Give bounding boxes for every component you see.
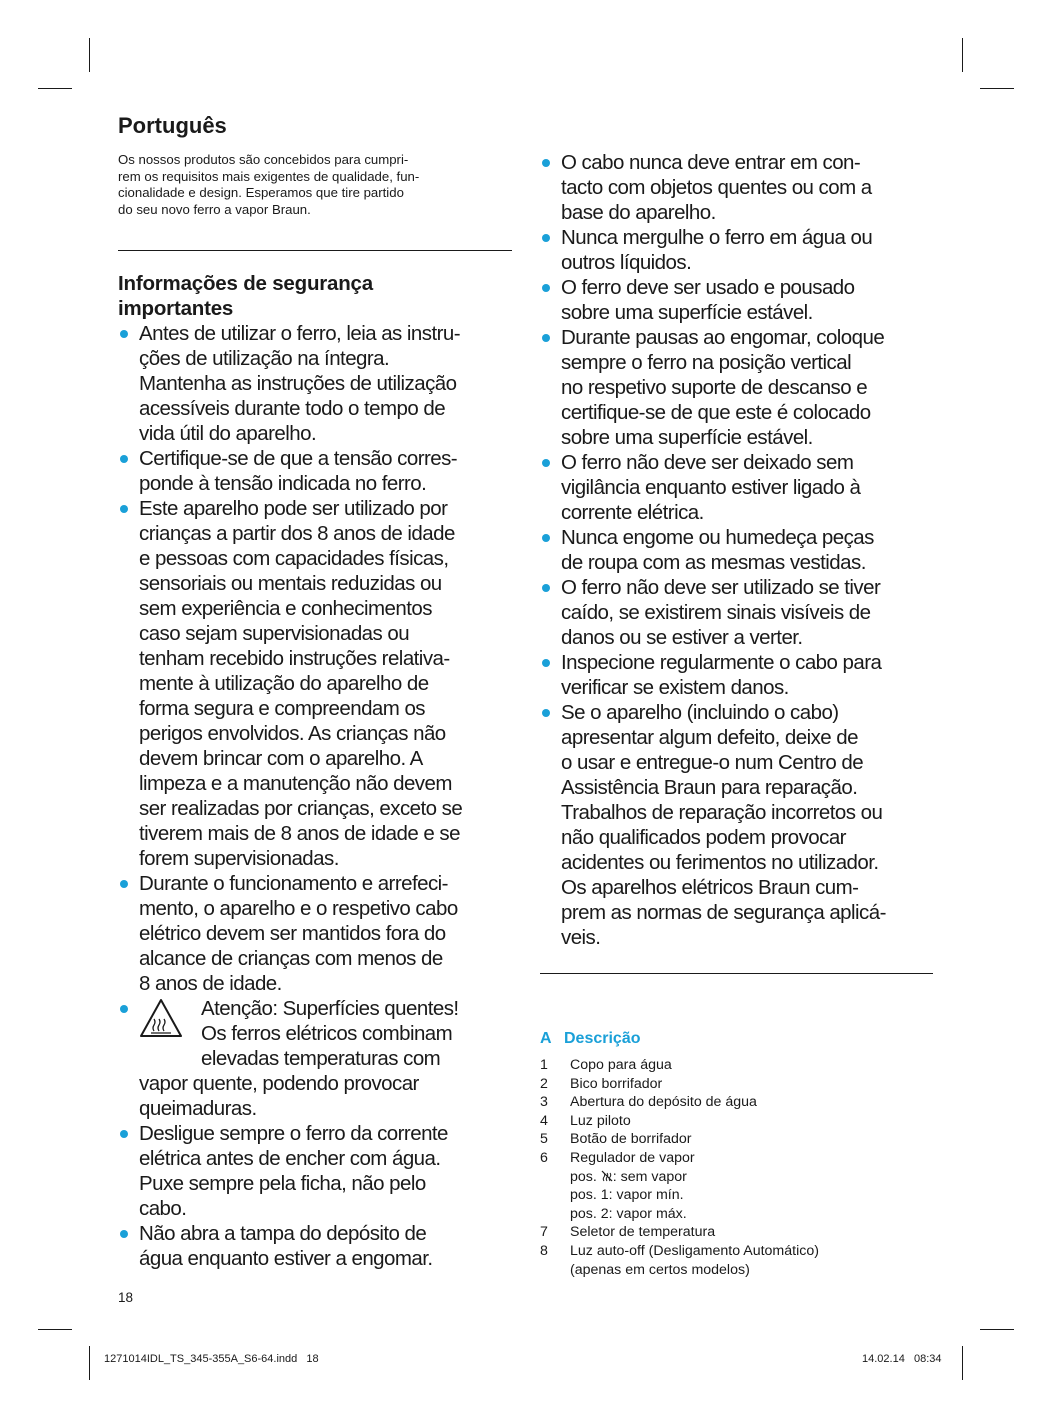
text-line: sobre uma superfície estável.: [561, 301, 813, 324]
text-line: vida útil do aparelho.: [139, 422, 317, 445]
item-number: 4: [540, 1112, 548, 1129]
text-line: forma segura e compreendam os: [139, 697, 426, 720]
text-line: corrente elétrica.: [561, 501, 704, 524]
text-line: ser realizadas por crianças, exceto se: [139, 797, 463, 820]
description-item: [540, 1149, 933, 1223]
list-item: [540, 325, 933, 450]
bullet-dot: [542, 159, 550, 167]
bullet-dot: [120, 1230, 128, 1238]
safety-heading: [118, 271, 512, 321]
item-note: (apenas em certos modelos): [570, 1261, 750, 1278]
text-line: sem experiência e conhecimentos: [139, 597, 432, 620]
text-line: base do aparelho.: [561, 201, 716, 224]
text-line: Se o aparelho (incluindo o cabo): [561, 701, 839, 724]
crop-mark: [962, 1346, 963, 1380]
description-letter: A: [540, 1030, 552, 1047]
item-label: Seletor de temperatura: [570, 1224, 716, 1241]
right-column: [540, 150, 933, 1279]
text-line: veis.: [561, 926, 601, 949]
text-line: e pessoas com capacidades físicas,: [139, 547, 449, 570]
text-line: cabo.: [139, 1197, 187, 1220]
text-line: O ferro não deve ser deixado sem: [561, 451, 854, 474]
text-line: Mantenha as instruções de utilização: [139, 372, 457, 395]
no-steam-icon: [601, 1170, 613, 1182]
text-line: no respetivo suporte de descanso e: [561, 376, 868, 399]
text-line: Nunca mergulhe o ferro em água ou: [561, 226, 873, 249]
sub-text: : sem vapor: [612, 1168, 687, 1185]
item-number: 3: [540, 1094, 548, 1111]
list-item: [540, 225, 933, 275]
bullet-dot: [542, 459, 550, 467]
footer-file-slug: 1271014IDL_TS_345-355A_S6-64.indd 18: [104, 1353, 319, 1365]
item-number: 8: [540, 1242, 548, 1259]
steam-position-0: [570, 1168, 933, 1187]
intro-line: do seu novo ferro a vapor Braun.: [118, 201, 311, 217]
text-line: tenham recebido instruções relativa-: [139, 647, 450, 670]
left-column: [118, 112, 512, 1271]
text-line: Este aparelho pode ser utilizado por: [139, 497, 448, 520]
text-line: Durante pausas ao engomar, coloque: [561, 326, 885, 349]
bullet-dot: [120, 330, 128, 338]
text-line: O ferro deve ser usado e pousado: [561, 276, 855, 299]
text-line: O ferro não deve ser utilizado se tiver: [561, 576, 881, 599]
bullet-dot: [542, 659, 550, 667]
description-item: [540, 1056, 933, 1075]
item-label: Regulador de vapor: [570, 1149, 695, 1166]
description-item: [540, 1075, 933, 1094]
text-line: caído, se existirem sinais visíveis de: [561, 601, 871, 624]
list-item: [118, 1121, 512, 1221]
list-item: [540, 700, 933, 950]
item-number: 5: [540, 1131, 548, 1148]
text-line: elétrica antes de encher com água.: [139, 1147, 441, 1170]
list-item: [540, 650, 933, 700]
bullet-dot: [542, 284, 550, 292]
steam-position-2: pos. 2: vapor máx.: [570, 1205, 687, 1222]
description-title: Descrição: [564, 1030, 641, 1047]
text-line: ções de utilização na íntegra.: [139, 347, 390, 370]
text-line: Os aparelhos elétricos Braun cum-: [561, 876, 859, 899]
text-line: Assistência Braun para reparação.: [561, 776, 858, 799]
intro-line: cionalidade e design. Esperamos que tire partido: [118, 185, 404, 200]
bullet-dot: [542, 709, 550, 717]
safety-list-right: [540, 150, 933, 950]
crop-mark: [962, 38, 963, 72]
list-item: [118, 321, 512, 446]
footer-date: 14.02.14 08:34: [862, 1353, 942, 1365]
text-line: vigilância enquanto estiver ligado à: [561, 476, 861, 499]
safety-heading-line: importantes: [118, 297, 234, 320]
text-line: água enquanto estiver a engomar.: [139, 1247, 433, 1270]
list-item: [540, 150, 933, 225]
text-line: de roupa com as mesmas vestidas.: [561, 551, 866, 574]
item-label: Luz piloto: [570, 1112, 631, 1129]
text-line: prem as normas de segurança aplicá-: [561, 901, 886, 924]
item-number: 7: [540, 1224, 548, 1241]
crop-mark: [38, 88, 72, 89]
text-line: alcance de crianças com menos de: [139, 947, 443, 970]
description-item: [540, 1223, 933, 1242]
crop-mark: [980, 1329, 1014, 1330]
text-line: Inspecione regularmente o cabo para: [561, 651, 882, 674]
item-label: Botão de borrifador: [570, 1131, 692, 1148]
section-divider: [540, 973, 933, 974]
text-line: devem brincar com o aparelho. A: [139, 747, 423, 770]
crop-mark: [89, 38, 90, 72]
list-item: [118, 871, 512, 996]
text-line: limpeza e a manutenção não devem: [139, 772, 452, 795]
safety-list-left: [118, 321, 512, 1271]
item-label: Copo para água: [570, 1057, 672, 1073]
bullet-dot: [120, 1130, 128, 1138]
text-line: 8 anos de idade.: [139, 972, 282, 995]
item-number: 2: [540, 1075, 548, 1092]
text-line: acidentes ou ferimentos no utilizador.: [561, 851, 879, 874]
text-line: danos ou se estiver a verter.: [561, 626, 803, 649]
steam-position-1: pos. 1: vapor mín.: [570, 1187, 684, 1204]
item-number: 6: [540, 1149, 548, 1166]
text-line: caso sejam supervisionadas ou: [139, 622, 410, 645]
text-line: Durante o funcionamento e arrefeci-: [139, 872, 448, 895]
sub-text: pos.: [570, 1168, 601, 1185]
intro-line: Os nossos produtos são concebidos para cumpri-: [118, 152, 409, 167]
text-line: Antes de utilizar o ferro, leia as instru-: [139, 322, 460, 345]
intro-paragraph: [118, 152, 512, 218]
text-line: mento, o aparelho e o respetivo cabo: [139, 897, 458, 920]
bullet-dot: [120, 880, 128, 888]
text-line: sensoriais ou mentais reduzidas ou: [139, 572, 442, 595]
hot-surface-warning-item: [118, 996, 512, 1121]
text-line: Certifique-se de que a tensão corres-: [139, 447, 458, 470]
list-item: [118, 1221, 512, 1271]
item-number: 1: [540, 1057, 548, 1073]
bullet-dot: [542, 534, 550, 542]
crop-mark: [89, 1346, 90, 1380]
text-line: O cabo nunca deve entrar em con-: [561, 151, 861, 174]
text-line: outros líquidos.: [561, 251, 692, 274]
page-number: 18: [118, 1290, 134, 1305]
text-line: tiverem mais de 8 anos de idade e se: [139, 822, 460, 845]
text-line: verificar se existem danos.: [561, 676, 789, 699]
text-line: sempre o ferro na posição vertical: [561, 351, 852, 374]
text-line: Desligue sempre o ferro da corrente: [139, 1122, 448, 1145]
text-line: elétrico devem ser mantidos fora do: [139, 922, 446, 945]
text-line: ponde à tensão indicada no ferro.: [139, 472, 427, 495]
text-line: tacto com objetos quentes ou com a: [561, 176, 872, 199]
list-item: [540, 450, 933, 525]
text-line: Trabalhos de reparação incorretos ou: [561, 801, 883, 824]
description-item: [540, 1093, 933, 1112]
text-line: vapor quente, podendo provocar: [139, 1072, 419, 1095]
text-line: elevadas temperaturas com: [201, 1047, 441, 1070]
text-line: crianças a partir dos 8 anos de idade: [139, 522, 455, 545]
description-item: [540, 1112, 933, 1131]
list-item: [540, 525, 933, 575]
text-line: apresentar algum defeito, deixe de: [561, 726, 858, 749]
hot-surface-warning-icon: [139, 998, 183, 1038]
list-item: [540, 575, 933, 650]
intro-line: rem os requisitos mais exigentes de qualidade, fun-: [118, 168, 420, 184]
item-label: Bico borrifador: [570, 1075, 663, 1092]
language-heading: Português: [118, 113, 227, 138]
bullet-dot: [120, 505, 128, 513]
text-line: Os ferros elétricos combinam: [201, 1022, 453, 1045]
description-list: [540, 1056, 933, 1279]
text-line: perigos envolvidos. As crianças não: [139, 722, 446, 745]
item-label: Abertura do depósito de água: [570, 1094, 757, 1111]
text-line: o usar e entregue-o num Centro de: [561, 751, 864, 774]
text-line: queimaduras.: [139, 1097, 257, 1120]
text-line: forem supervisionadas.: [139, 847, 339, 870]
list-item: [118, 496, 512, 871]
text-line: Atenção: Superfícies quentes!: [201, 997, 459, 1020]
bullet-dot: [120, 455, 128, 463]
text-line: mente à utilização do aparelho de: [139, 672, 429, 695]
bullet-dot: [120, 1005, 128, 1013]
bullet-dot: [542, 584, 550, 592]
item-label: Luz auto-off (Desligamento Automático): [570, 1242, 819, 1259]
list-item: [540, 275, 933, 325]
text-line: Nunca engome ou humedeça peças: [561, 526, 874, 549]
text-line: acessíveis durante todo o tempo de: [139, 397, 446, 420]
text-line: sobre uma superfície estável.: [561, 426, 813, 449]
crop-mark: [980, 88, 1014, 89]
text-line: Não abra a tampa do depósito de: [139, 1222, 427, 1245]
bullet-dot: [542, 334, 550, 342]
safety-heading-line: Informações de segurança: [118, 272, 373, 295]
description-heading: [540, 1028, 933, 1050]
text-line: certifique-se de que este é colocado: [561, 401, 871, 424]
list-item: [118, 446, 512, 496]
section-divider: [118, 250, 512, 251]
crop-mark: [38, 1329, 72, 1330]
bullet-dot: [542, 234, 550, 242]
text-line: Puxe sempre pela ficha, não pelo: [139, 1172, 426, 1195]
description-item: [540, 1242, 933, 1279]
text-line: não qualificados podem provocar: [561, 826, 846, 849]
description-item: [540, 1130, 933, 1149]
